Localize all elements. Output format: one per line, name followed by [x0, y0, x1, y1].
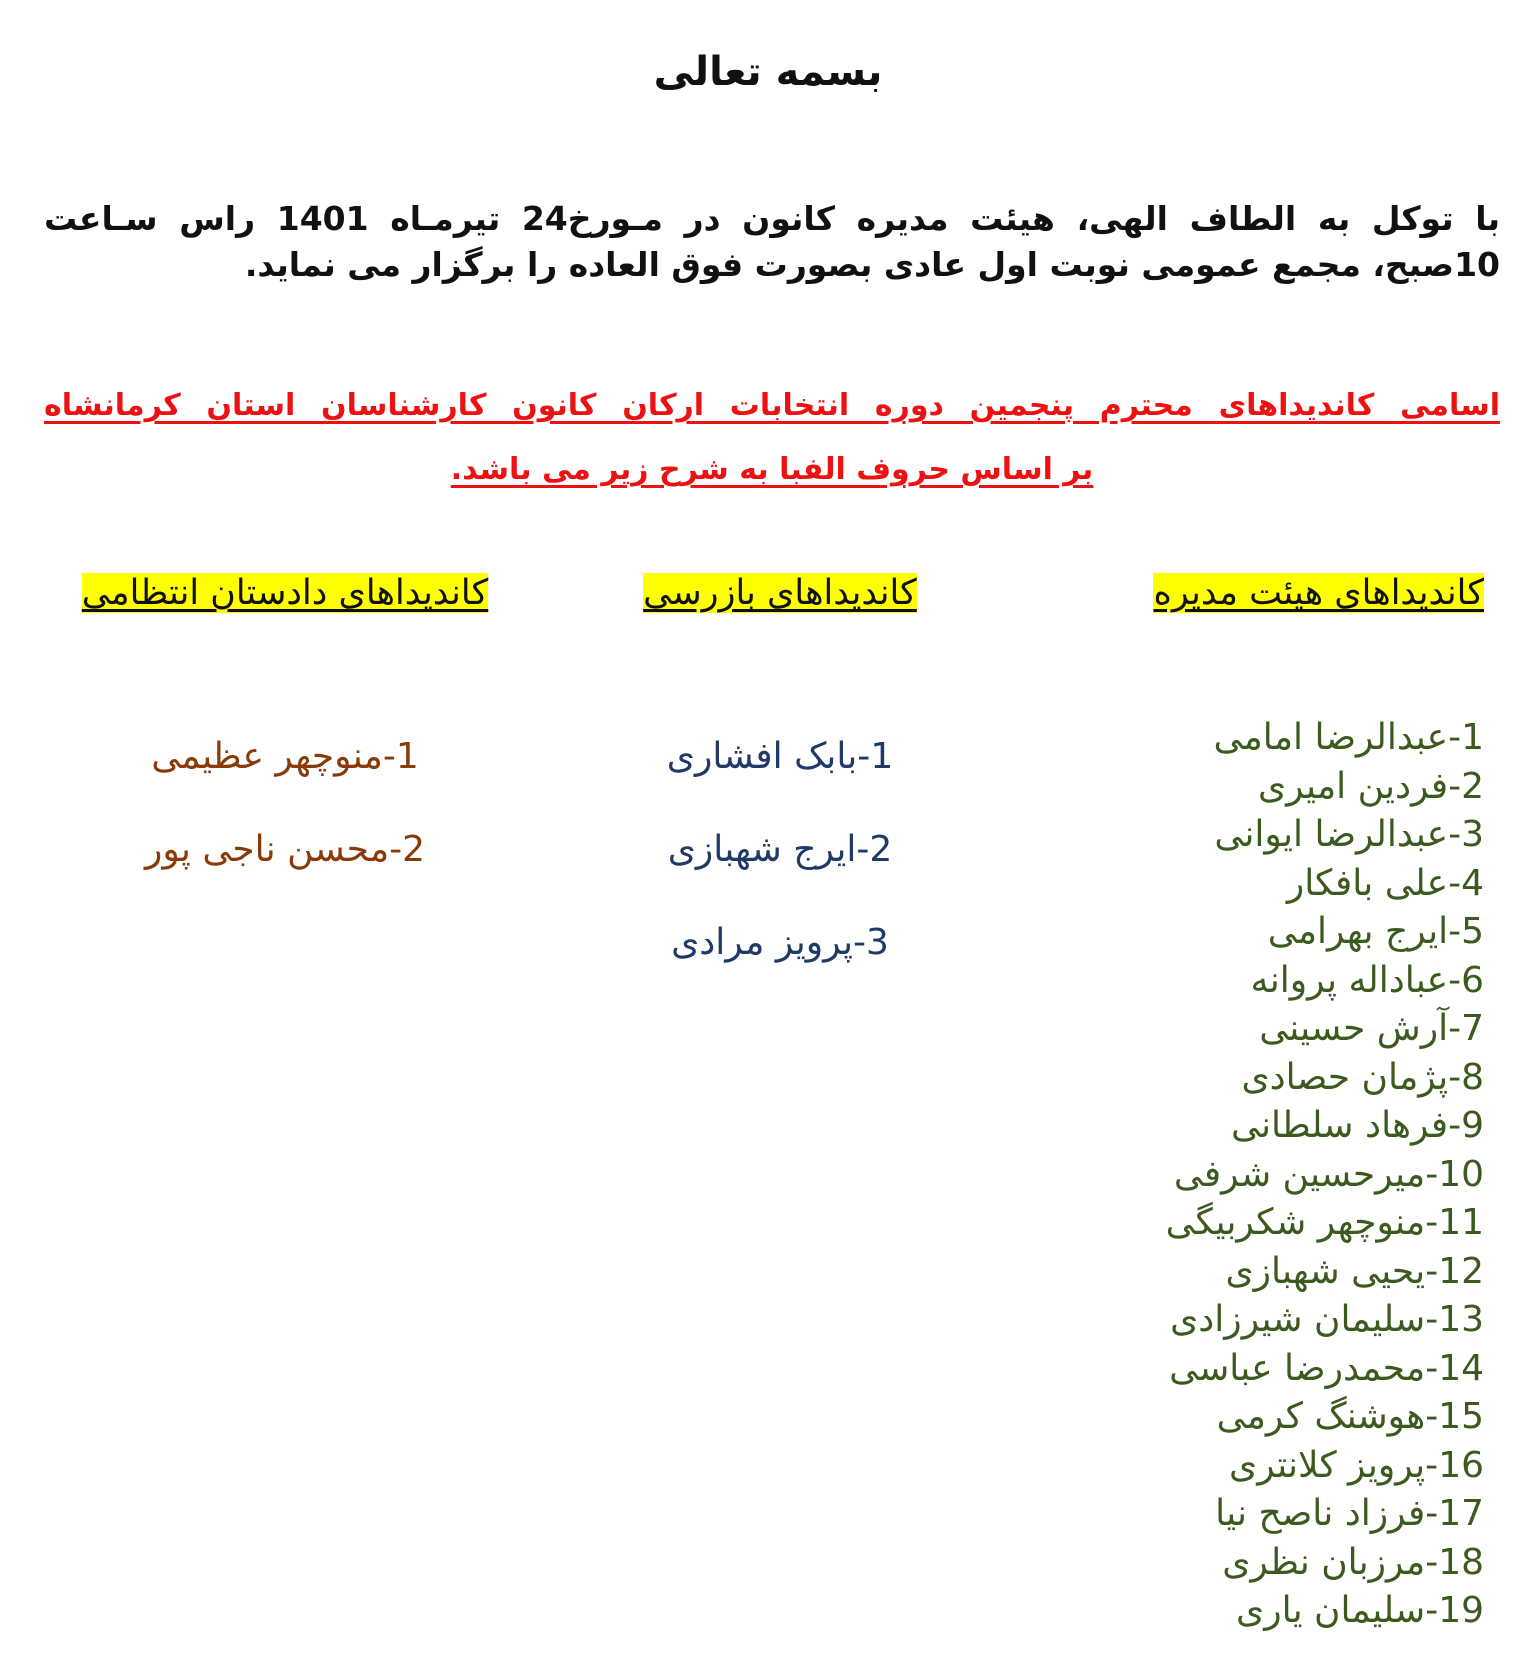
- board-candidate: 11-منوچهر شکربیگی: [1165, 1202, 1484, 1243]
- board-candidate: 5-ایرج بهرامی: [1267, 911, 1484, 952]
- board-heading-text: کاندیداهای هیئت مدیره: [1153, 573, 1484, 613]
- board-candidate-list: [1024, 714, 1484, 1636]
- board-candidate: 6-عباداله پروانه: [1250, 959, 1484, 1001]
- court-candidate: 2-محسن ناجی پور: [144, 829, 426, 870]
- board-candidate: 14-محمدرضا عباسی: [1169, 1347, 1484, 1389]
- court-column: [40, 568, 530, 896]
- board-candidate: 16-پرویز کلانتری: [1229, 1444, 1484, 1486]
- announcement-line-2: بر اساس حروف الفبا به شرح زیر می باشد.: [450, 452, 1094, 487]
- inspectors-column: [560, 568, 1000, 989]
- board-candidate: 3-عبدالرضا ایوانی: [1214, 814, 1484, 855]
- announcement: [44, 374, 1500, 502]
- inspector-candidate-list: [560, 710, 1000, 989]
- board-candidate: 1-عبدالرضا امامی: [1213, 717, 1484, 758]
- board-candidate: 4-علی بافکار: [1286, 862, 1484, 904]
- board-candidate: 18-مرزبان نظری: [1222, 1541, 1484, 1583]
- board-candidate: 13-سلیمان شیرزادی: [1170, 1299, 1484, 1340]
- board-candidate: 10-میرحسین شرفی: [1173, 1153, 1484, 1195]
- board-column: [1024, 568, 1484, 1636]
- court-heading: [40, 568, 530, 618]
- inspector-candidate: 2-ایرج شهبازی: [667, 829, 893, 870]
- board-candidate: 19-سلیمان یاری: [1236, 1590, 1484, 1631]
- announcement-line-1: اسامی کاندیداهای محترم پنجمین دوره انتخابات ارکان کانون کارشناسان استان کرمانشاه: [44, 388, 1500, 423]
- board-candidate: 7-آرش حسینی: [1259, 1008, 1484, 1049]
- board-candidate: 8-پژمان حصادی: [1241, 1056, 1484, 1098]
- board-candidate: 2-فردین امیری: [1257, 765, 1484, 807]
- court-candidate-list: [40, 710, 530, 896]
- court-candidate: 1-منوچهر عظیمی: [151, 736, 419, 777]
- court-heading-text: کاندیداهای دادستان انتظامی: [81, 573, 489, 613]
- page-title: بسمه تعالی: [653, 49, 883, 95]
- inspector-candidate: 3-پرویز مرادی: [671, 922, 889, 963]
- board-candidate: 15-هوشنگ کرمی: [1216, 1396, 1484, 1437]
- intro-paragraph: با توکل به الطاف الهی، هیئت مدیره کانون در مـورخ24 تیرمـاه 1401 راس سـاعت 10صبح، مجمع عمومی نوبت اول عادی بصورت فوق العاده را برگزار می نماید.: [44, 199, 1501, 284]
- inspectors-heading-text: کاندیداهای بازرسی: [643, 573, 917, 613]
- inspector-candidate: 1-بابک افشاری: [666, 736, 894, 777]
- board-candidate: 12-یحیی شهبازی: [1225, 1250, 1484, 1292]
- inspectors-heading: [560, 568, 1000, 618]
- board-candidate: 9-فرهاد سلطانی: [1230, 1105, 1484, 1146]
- board-candidate: 17-فرزاد ناصح نیا: [1215, 1493, 1484, 1534]
- board-heading: [1024, 568, 1484, 618]
